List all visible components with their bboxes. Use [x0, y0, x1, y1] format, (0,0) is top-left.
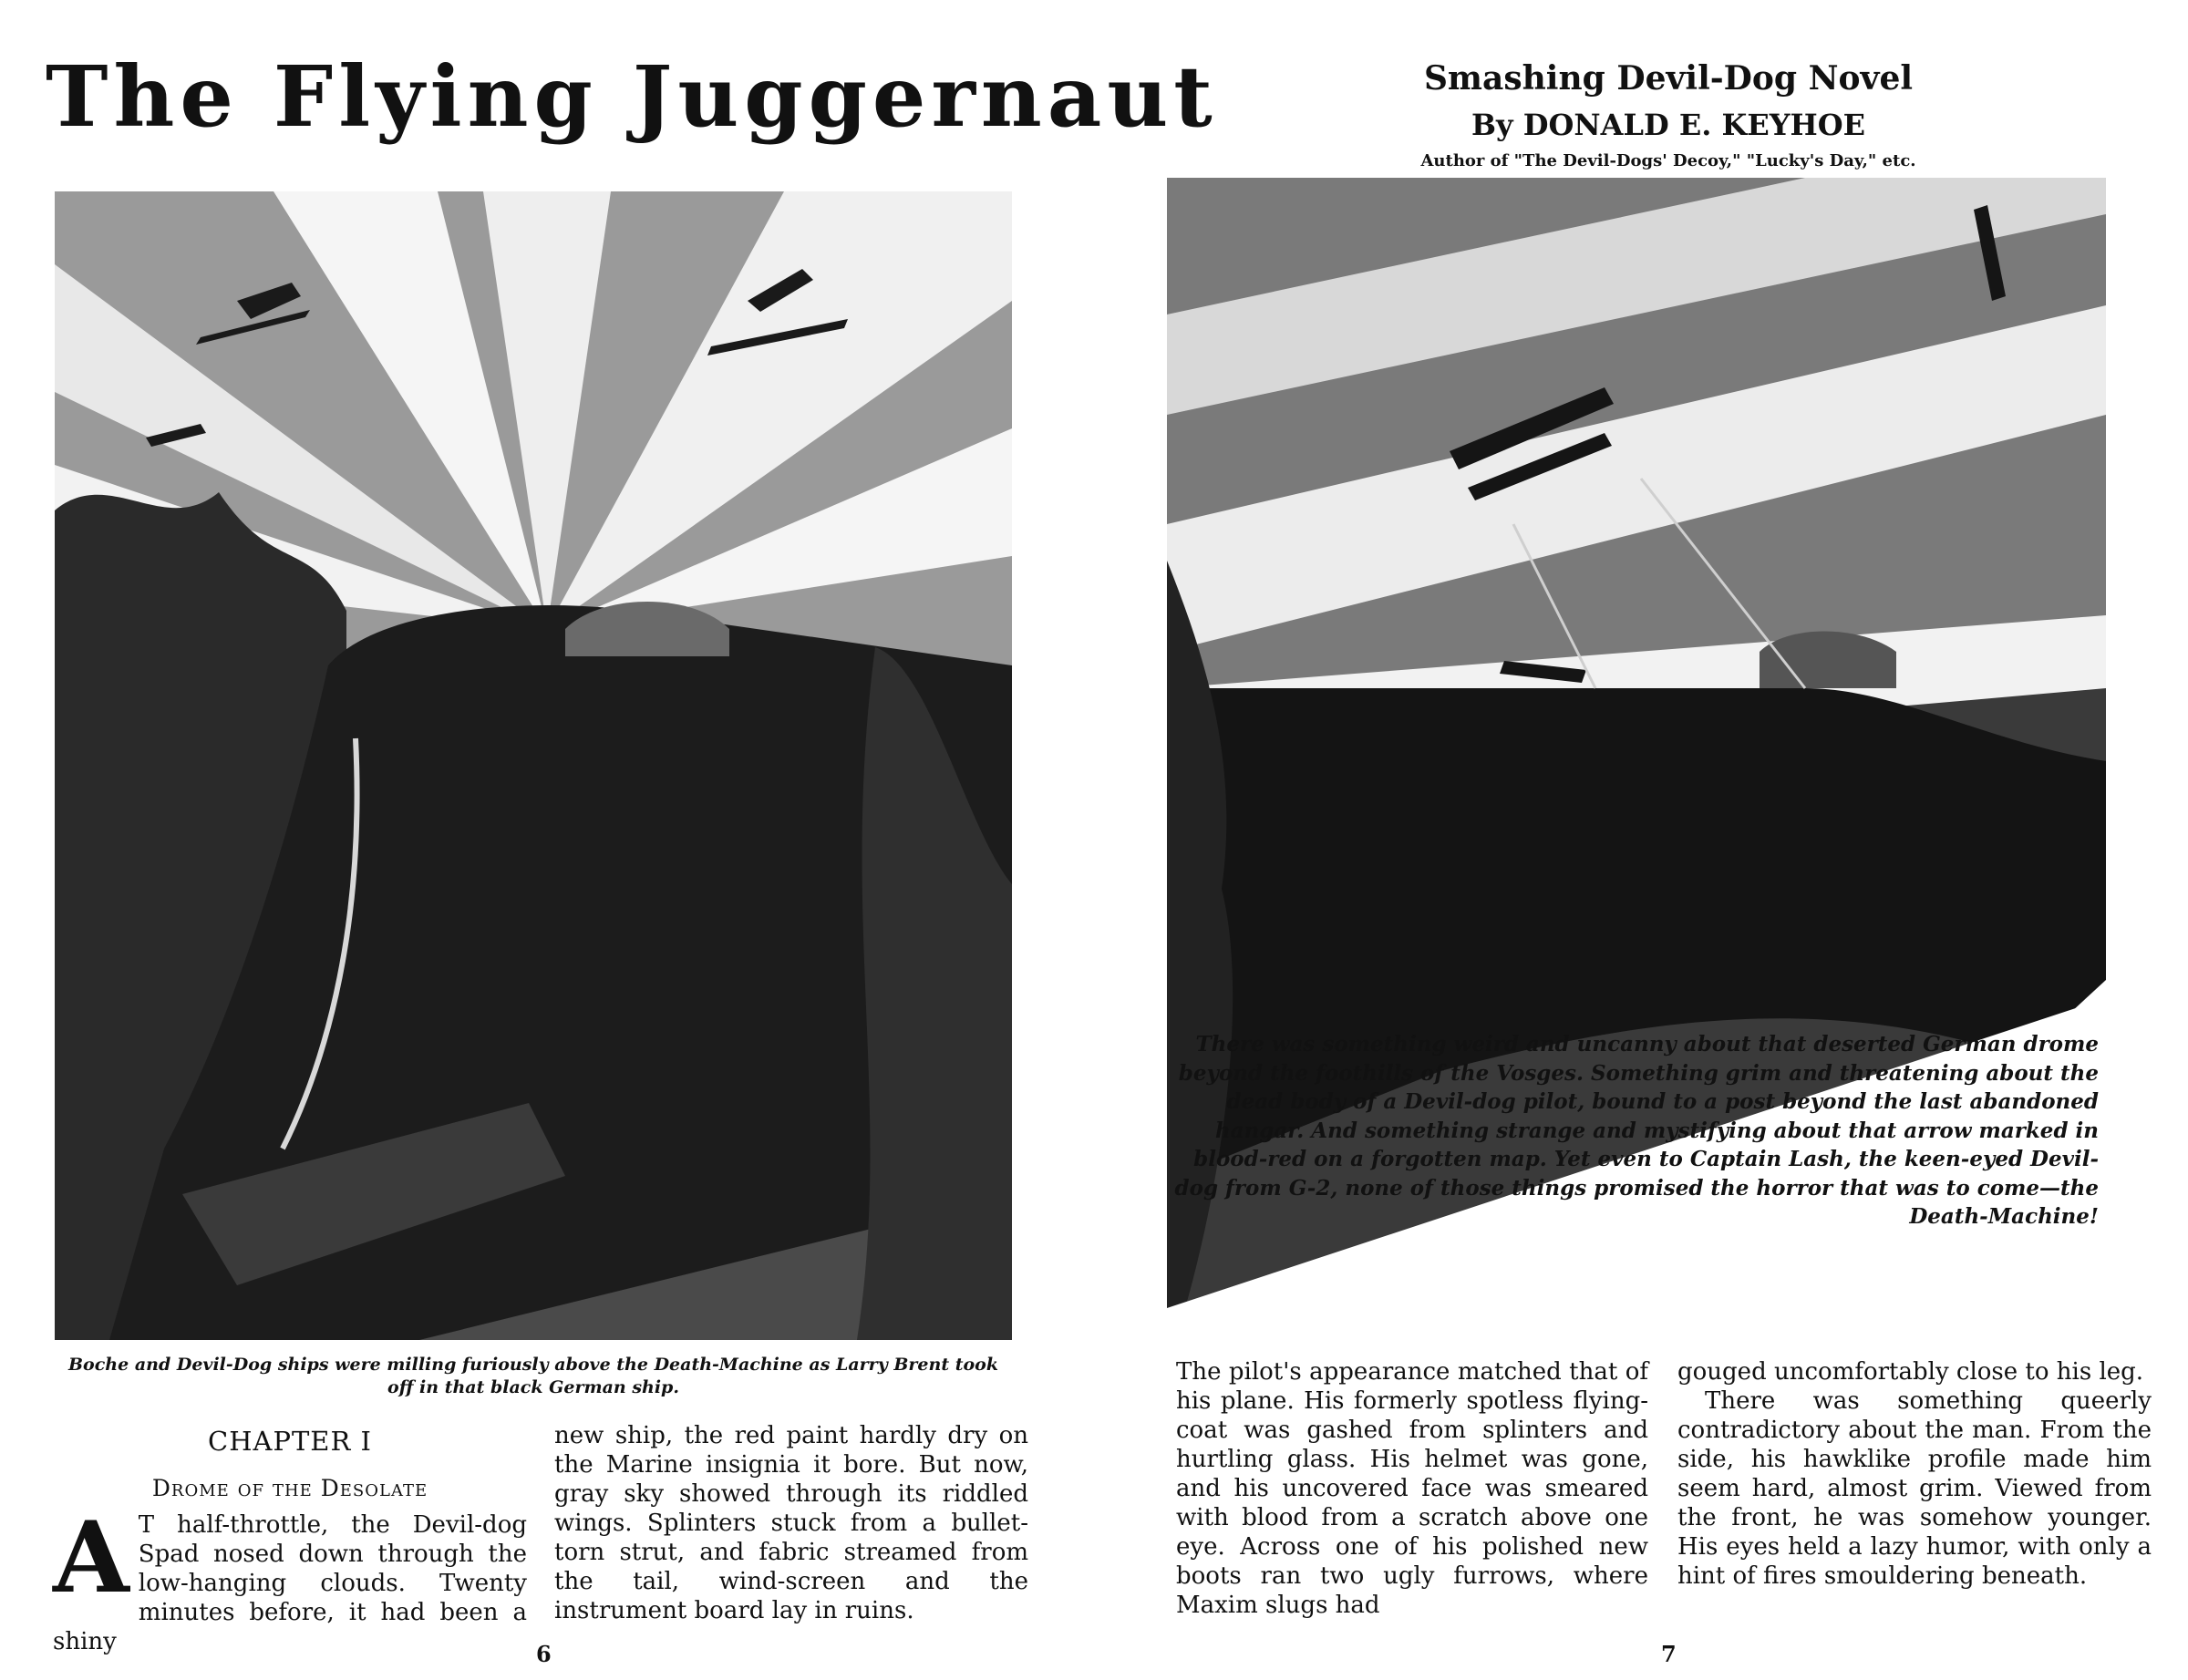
story-blurb — [1167, 1030, 2106, 1331]
illustration-drawing — [55, 191, 1012, 1340]
text-column-1 — [53, 1422, 527, 1657]
page-number: 7 — [1661, 1641, 1677, 1667]
illustration-caption: Boche and Devil-Dog ships were milling furiously above the Death-Machine as Larry Brent took off in that black German ship. — [68, 1355, 998, 1397]
text-column-2 — [1677, 1358, 2152, 1592]
author-credit: Author of "The Devil-Dogs' Decoy," "Lucky's Day," etc. — [1420, 151, 1916, 170]
illustration-death-machine — [55, 191, 1012, 1340]
chapter-heading: CHAPTER I — [208, 1426, 372, 1457]
series-title: Smashing Devil-Dog Novel — [1423, 59, 1914, 98]
story-title: The Flying Juggernaut — [46, 47, 1218, 146]
paragraph-continued: gouged uncomfortably close to his leg. — [1677, 1358, 2144, 1386]
blurb-text: There was something weird and uncanny about that deserted German drome beyond the foothills of the Vosges. Something grim and threatening about the dead body of a Devil-dog pilot, bound to a post beyond the last abandoned hangar. And something strange and mystifying about that arrow marked in blood-red on a forgotten map. Yet even to Captain Lash, the keen-eyed Devil-dog from G-2, none of those things promised the horror that was to come—the Death-Machine! — [1174, 1032, 2099, 1229]
paragraph: There was something queerly contradictory about the man. From the side, his hawklike profile made him seem hard, almost grim. Viewed from the front, he was somehow younger. His eyes held a lazy humor, with only a hint of fires smouldering beneath. — [1677, 1386, 2152, 1590]
text-column-1: The pilot's appearance matched that of his plane. His formerly spotless flying-coat was gashed from splinters and hurtling glass. His helmet was gone, and his uncovered face was smeared with blood from a scratch above one eye. Across one of his polished new boots ran two ugly furrows, where Maxim slugs had — [1176, 1358, 1648, 1619]
chapter-opening-paragraph — [53, 1500, 527, 1657]
page-number: 6 — [536, 1641, 552, 1667]
column-1-text: T half-throttle, the Devil-dog Spad nosed down through the low-hanging clouds. Twenty minutes before, it had been a shiny — [53, 1511, 527, 1656]
drop-cap: A — [53, 1500, 129, 1616]
text-column-2: new ship, the red paint hardly dry on the Marine insignia it bore. But now, gray sky showed through its riddled wings. Splinters stuck from a bullet-torn strut, and fabric streamed from the tail, wind-screen and the instrument board lay in ruins. — [554, 1422, 1028, 1624]
chapter-subtitle: Drome of the Desolate — [151, 1474, 428, 1501]
byline: By DONALD E. KEYHOE — [1471, 108, 1866, 142]
right-page — [1094, 0, 2188, 1680]
